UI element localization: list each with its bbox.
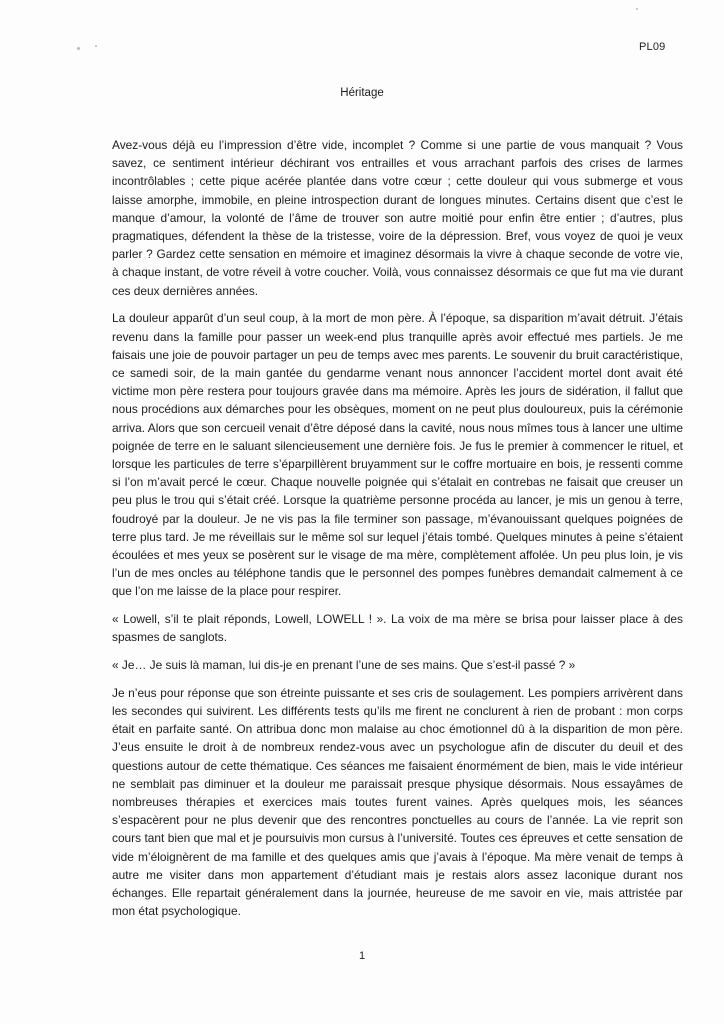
scan-speck [77,47,80,50]
scan-speck [95,45,97,47]
dialogue-paragraph: « Je… Je suis là maman, lui dis-je en prenant l’une de ses mains. Que s’est-il passé ? » [112,657,576,672]
dialogue-paragraph: « Lowell, s’il te plait réponds, Lowell, LOWELL ! ». La voix de ma mère se brisa pour laisser place à des spasmes de sanglots. [112,612,683,645]
scan-speck [636,8,638,10]
page-number: 1 [358,950,366,962]
document-body [112,136,683,930]
document-code: PL09 [639,41,666,53]
paragraph: Avez-vous déjà eu l’impression d’être vide, incomplet ? Comme si une partie de vous manquait ? Vous savez, ce sentiment intérieur déchirant vos entrailles et vous arrachant parfois des crises de larmes incontrôlables ; cette pique acérée plantée dans votre cœur ; cette douleur qui vous submerge et vous laisse amorphe, immobile, en pleine introspection durant de longues minutes. Certains disent que c’est le manque d’amour, la volonté de l’âme de trouver son autre moitié pour enfin être entier ; d’autres, plus pragmatiques, défendent la thèse de la tristesse, voire de la dépression. Bref, vous voyez de quoi je veux parler ? Gardez cette sensation en mémoire et imaginez désormais la vivre à chaque seconde de votre vie, à chaque instant, de votre réveil à votre coucher. Voilà, vous connaissez désormais ce que fut ma vie durant ces deux dernières années. [112,138,683,298]
document-title: Héritage [340,87,384,99]
paragraph: La douleur apparût d’un seul coup, à la mort de mon père. À l’époque, sa disparition m’avait détruit. J’étais revenu dans la famille pour passer un week-end plus tranquille après avoir effectué mes partiels. Je me faisais une joie de pouvoir partager un peu de temps avec mes parents. Le souvenir du bruit caractéristique, ce samedi soir, de la main gantée du gendarme venant nous annoncer l’accident mortel dont avait été victime mon père restera pour toujours gravée dans ma mémoire. Après les jours de sidération, il fallut que nous procédions aux démarches pour les obsèques, moment on ne peut plus douloureux, puis la cérémonie arriva. Alors que son cercueil venait d’être déposé dans la cavité, nous nous mîmes tous à lancer une ultime poignée de terre en le saluant silencieusement une dernière fois. Je fus le premier à commencer le rituel, et lorsque les particules de terre s’éparpillèrent bruyamment sur le coffre mortuaire en bois, je ressenti comme si l’on m’avait percé le cœur. Chaque nouvelle poignée qui s’étalait en contrebas ne faisait que creuser un peu plus le trou qui s’était créé. Lorsque la quatrième personne procéda au lancer, je mis un genou à terre, foudroyé par la douleur. Je ne vis pas la file terminer son passage, m’évanouissant quelques poignées de terre plus tard. Je me réveillais sur le même sol sur lequel j’étais tombé. Quelques minutes à peine s’étaient écoulées et mes yeux se posèrent sur le visage de ma mère, complètement affolée. Un peu plus loin, je vis l’un de mes oncles au téléphone tandis que le personnel des pompes funèbres demandait calmement à ce que l’on me laisse de la place pour respirer. [112,311,683,599]
paragraph: Je n’eus pour réponse que son étreinte puissante et ses cris de soulagement. Les pompiers arrivèrent dans les secondes qui suivirent. Les différents tests qu’ils me firent ne conclurent à rien de probant : mon corps était en parfaite santé. On attribua donc mon malaise au choc émotionnel dû à la disparition de mon père. J’eus ensuite le droit à de nombreux rendez-vous avec un psychologue afin de discuter du deuil et des questions autour de cette thématique. Ces séances me faisaient énormément de bien, mais le vide intérieur ne semblait pas diminuer et la douleur me paraissait presque physique désormais. Nous essayâmes de nombreuses thérapies et exercices mais toutes furent vaines. Après quelques mois, les séances s’espacèrent pour ne plus devenir que des rencontres ponctuelles au cours de l’année. La vie reprit son cours tant bien que mal et je poursuivis mon cursus à l’université. Toutes ces épreuves et cette sensation de vide m’éloignèrent de ma famille et des quelques amis que j’avais à l’époque. Ma mère venait de temps à autre me visiter dans mon appartement d’étudiant mais je restais alors assez laconique durant nos échanges. Elle repartait généralement dans la journée, heureuse de me savoir en vie, mais attristée par mon état psychologique. [112,685,683,919]
